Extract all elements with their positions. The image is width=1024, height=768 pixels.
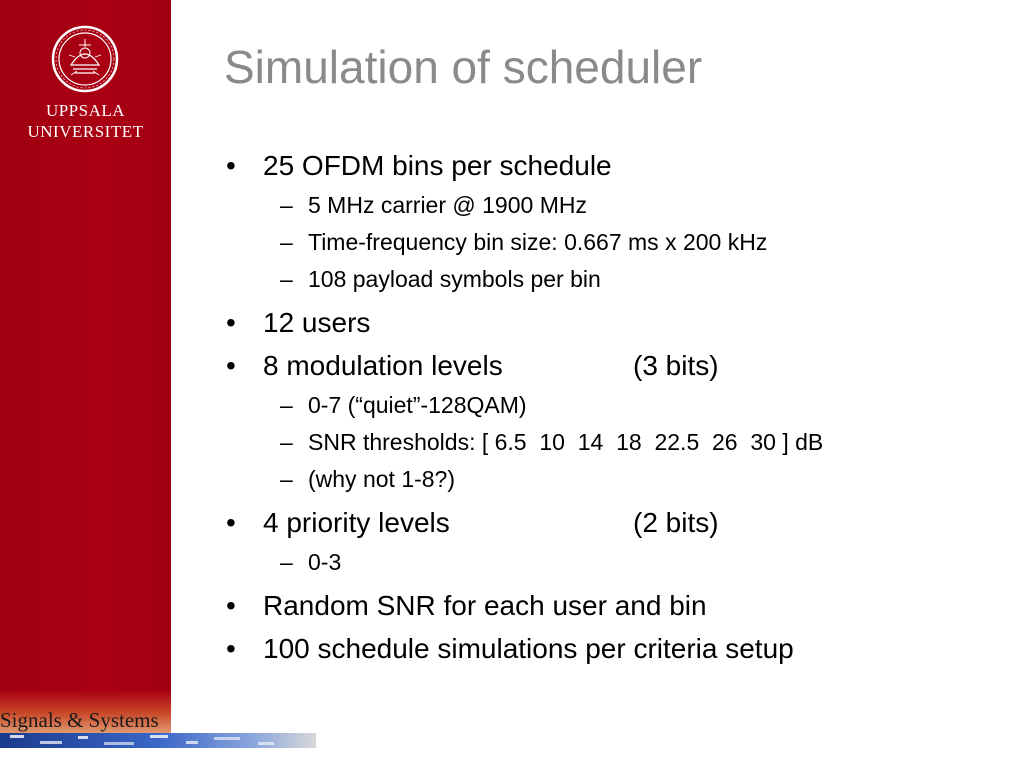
department-label: Signals & Systems [0, 708, 159, 732]
dash-glyph: – [280, 549, 293, 575]
sub-bullet-item [224, 264, 1004, 294]
bullet-glyph: • [226, 633, 236, 664]
dash-glyph: – [280, 192, 293, 218]
sub-bullet-item [224, 464, 1004, 494]
bullet-item [224, 506, 1004, 540]
bullet-aside: (3 bits) [633, 350, 719, 381]
bullet-glyph: • [226, 590, 236, 621]
dash-glyph: – [280, 392, 293, 418]
bullet-item [224, 149, 1004, 183]
sidebar [0, 0, 171, 768]
bullet-glyph: • [226, 350, 236, 381]
sub-bullet-item [224, 227, 1004, 257]
sub-bullet-text: 5 MHz carrier @ 1900 MHz [308, 192, 587, 218]
bullet-item [224, 349, 1004, 383]
sub-bullet-item [224, 390, 1004, 420]
sub-bullet-text: Time-frequency bin size: 0.667 ms x 200 kHz [308, 229, 768, 255]
sub-bullet-item [224, 190, 1004, 220]
sub-bullet-text: (why not 1-8?) [308, 466, 456, 492]
dash-glyph: – [280, 266, 293, 292]
sub-bullet-text: SNR thresholds: [ 6.5 10 14 18 22.5 26 30 ] dB [308, 429, 824, 455]
dash-glyph: – [280, 466, 293, 492]
sub-bullet-text: 0-3 [308, 549, 342, 575]
sub-bullet-text: 0-7 (“quiet”-128QAM) [308, 392, 527, 418]
bullet-text: 12 users [263, 307, 371, 338]
bullet-text: 8 modulation levels [263, 350, 503, 381]
slide-content [224, 140, 1004, 666]
bullet-text: 4 priority levels [263, 507, 450, 538]
slide-title: Simulation of scheduler [224, 41, 703, 93]
bullet-glyph: • [226, 307, 236, 338]
dash-glyph: – [280, 229, 293, 255]
bullet-glyph: • [226, 507, 236, 538]
dash-glyph: – [280, 429, 293, 455]
bullet-text: 25 OFDM bins per schedule [263, 150, 612, 181]
bullet-text: Random SNR for each user and bin [263, 590, 707, 621]
bullet-glyph: • [226, 150, 236, 181]
footer-white-band [0, 748, 1024, 768]
bullet-item [224, 306, 1004, 340]
sub-bullet-text: 108 payload symbols per bin [308, 266, 601, 292]
university-seal-icon [51, 25, 119, 93]
bullet-item [224, 632, 1004, 666]
university-name-line1: UPPSALA [45, 101, 126, 120]
sub-bullet-item [224, 427, 1004, 457]
decorative-stripe [0, 733, 316, 748]
bullet-item [224, 589, 1004, 623]
bullet-aside: (2 bits) [633, 507, 719, 538]
sub-bullet-item [224, 547, 1004, 577]
bullet-text: 100 schedule simulations per criteria setup [263, 633, 794, 664]
university-name-line2: UNIVERSITET [27, 122, 144, 141]
university-name [0, 100, 171, 142]
